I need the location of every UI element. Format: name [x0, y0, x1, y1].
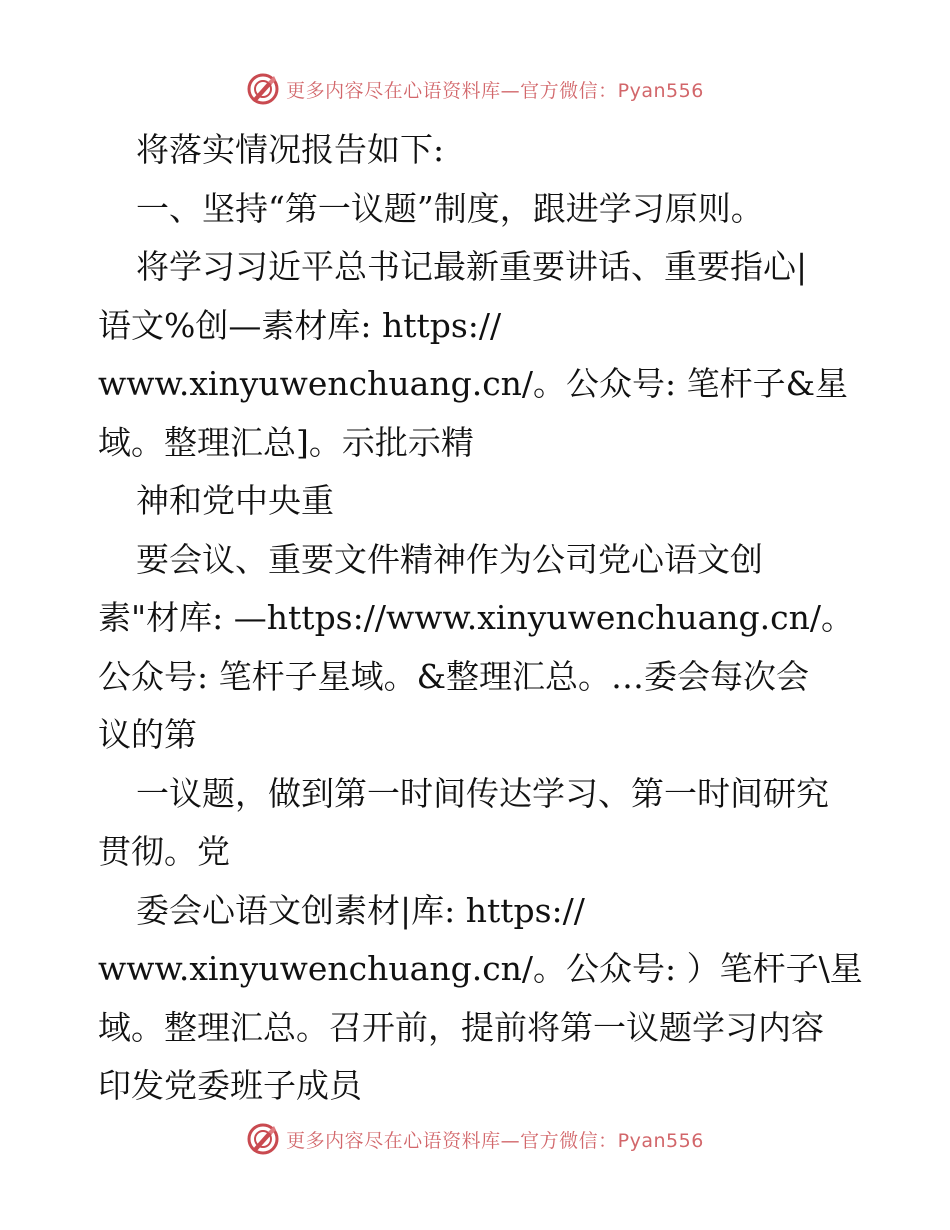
text-line: 委会心语文创素材|库: https:// — [136, 890, 585, 930]
text-line: www.xinyuwenchuang.cn/。公众号: ）笔杆子\星 — [98, 949, 863, 988]
text-line: 一议题，做到第一时间传达学习、第一时间研究 — [136, 773, 829, 813]
pen-logo-icon — [246, 72, 280, 106]
document-body — [98, 121, 863, 1116]
text-line: 神和党中央重 — [136, 481, 334, 520]
text-line: www.xinyuwenchuang.cn/。公众号: 笔杆子&星 — [98, 364, 849, 403]
banner-text: 更多内容尽在心语资料库—官方微信：Pyan556 — [286, 1129, 704, 1152]
footer-banner — [0, 1122, 950, 1156]
text-line: 语文%创—素材库: https:// — [98, 305, 502, 345]
text-line: 将学习习近平总书记最新重要讲话、重要指心| — [136, 247, 808, 286]
text-line: 素"材库: —https://www.xinyuwenchuang.cn/。 — [98, 598, 855, 637]
banner-text: 更多内容尽在心语资料库—官方微信：Pyan556 — [286, 79, 704, 102]
text-line: 要会议、重要文件精神作为公司党心语文创 — [136, 539, 763, 579]
text-line: 将落实情况报告如下: — [136, 130, 445, 169]
text-line: 域。整理汇总。召开前，提前将第一议题学习内容 — [98, 1007, 824, 1047]
text-line: 公众号: 笔杆子星域。&整理汇总。…委会每次会 — [98, 656, 809, 696]
text-line: 一、坚持“第一议题”制度，跟进学习原则。 — [136, 188, 764, 228]
text-line: 议的第 — [98, 715, 197, 754]
pen-logo-icon — [246, 1122, 280, 1156]
text-line: 印发党委班子成员 — [98, 1066, 362, 1105]
header-banner — [0, 72, 950, 106]
text-line: 域。整理汇总]。示批示精 — [98, 422, 474, 462]
text-line: 贯彻。党 — [98, 832, 230, 871]
